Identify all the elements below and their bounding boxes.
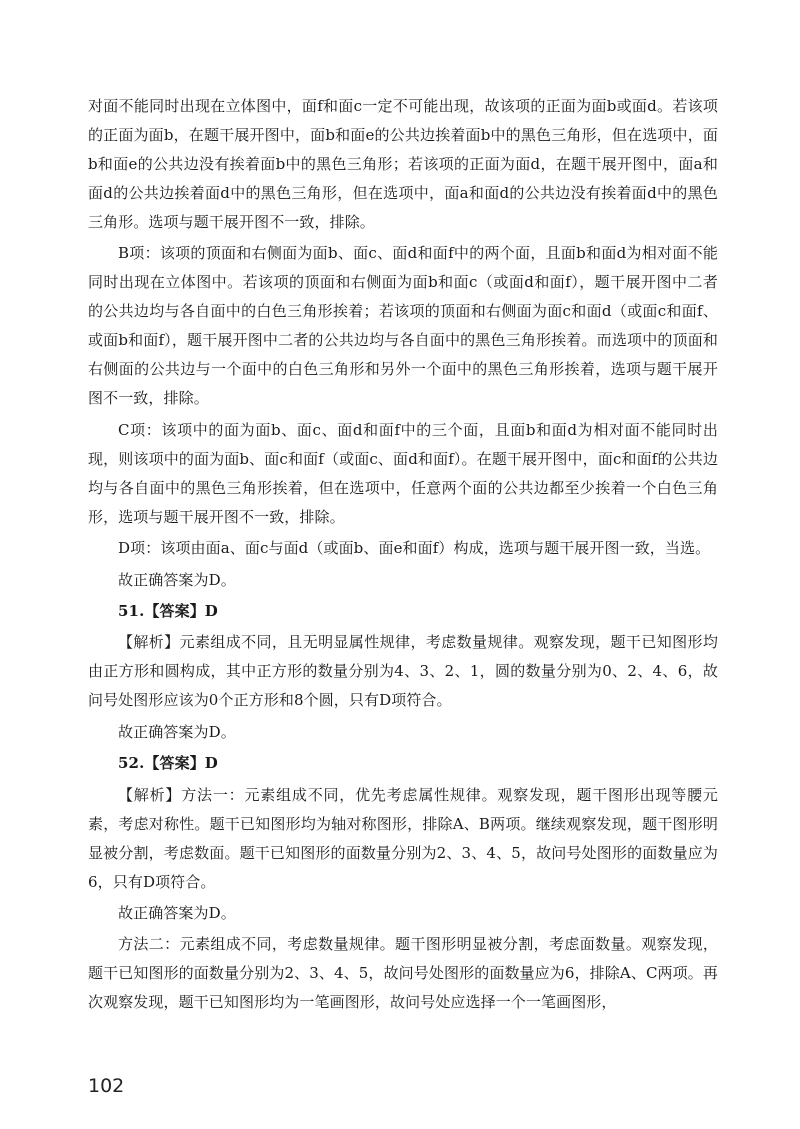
paragraph-cont-a: 对面不能同时出现在立体图中，面f和面c一定不可能出现，故该项的正面为面b或面d。若该项的正面为面b，在题干展开图中，面b和面e的公共边挨着面b中的黑色三角形，但在选项中，面b和面e的公共边没有挨着面b中的黑色三角形；若该项的正面为面d，在题干展开图中，面a和面d的公共边挨着面d中的黑色三角形，但在选项中，面a和面d的公共边没有挨着面d中的黑色三角形。选项与题干展开图不一致，排除。 bbox=[88, 97, 718, 231]
answer-heading-52: 52.【答案】D bbox=[118, 754, 218, 773]
paragraph-option-b: B项：该项的顶面和右侧面为面b、面c、面d和面f中的两个面，且面b和面d为相对面不能同时出现在立体图中。若该项的顶面和右侧面为面b和面c（或面d和面f），题干展开图中二者的公共边均与各自面中的白色三角形挨着；若该项的顶面和右侧面为面c和面d（或面c和面f、或面b和面f），题干展开图中二者的公共边均与各自面中的黑色三角形挨着。而选项中的顶面和右侧面的公共边与一个面中的白色三角形和另外一个面中的黑色三角形挨着，选项与题干展开图不一致，排除。 bbox=[88, 244, 718, 408]
page-number: 102 bbox=[88, 1075, 125, 1097]
analysis-52-method-1: 【解析】方法一：元素组成不同，优先考虑属性规律。观察发现，题干图形出现等腰元素，考虑对称性。题干已知图形均为轴对称图形，排除A、B两项。继续观察发现，题干图形明显被分割，考虑数面。题干已知图形的面数量分别为2、3、4、5，故问号处图形的面数量应为6，只有D项符合。 bbox=[88, 785, 718, 891]
analysis-52-method-2: 方法二：元素组成不同，考虑数量规律。题干图形明显被分割，考虑面数量。观察发现，题干已知图形的面数量分别为2、3、4、5，故问号处图形的面数量应为6，排除A、C两项。再次观察发现，题干已知图形均为一笔画图形，故问号处应选择一个一笔画图形， bbox=[88, 935, 718, 1012]
conclusion-52: 故正确答案为D。 bbox=[118, 903, 236, 922]
paragraph-option-d: D项：该项由面a、面c与面d（或面b、面e和面f）构成，选项与题干展开图一致，当选。 bbox=[118, 539, 711, 558]
answer-heading-51: 51.【答案】D bbox=[118, 601, 218, 620]
paragraph-option-c: C项：该项中的面为面b、面c、面d和面f中的三个面，且面b和面d为相对面不能同时出现，则该项中的面为面b、面c和面f（或面c、面d和面f）。在题干展开图中，面c和面f的公共边均与各自面中的黑色三角形挨着，但在选项中，任意两个面的公共边都至少挨着一个白色三角形，选项与题干展开图不一致，排除。 bbox=[88, 420, 718, 526]
page-body bbox=[88, 92, 718, 1020]
analysis-51: 【解析】元素组成不同，且无明显属性规律，考虑数量规律。观察发现，题干已知图形均由正方形和圆构成，其中正方形的数量分别为4、3、2、1，圆的数量分别为0、2、4、6，故问号处图形应该为0个正方形和8个圆，只有D项符合。 bbox=[88, 633, 718, 710]
conclusion-50: 故正确答案为D。 bbox=[118, 570, 236, 589]
conclusion-51: 故正确答案为D。 bbox=[118, 722, 236, 741]
